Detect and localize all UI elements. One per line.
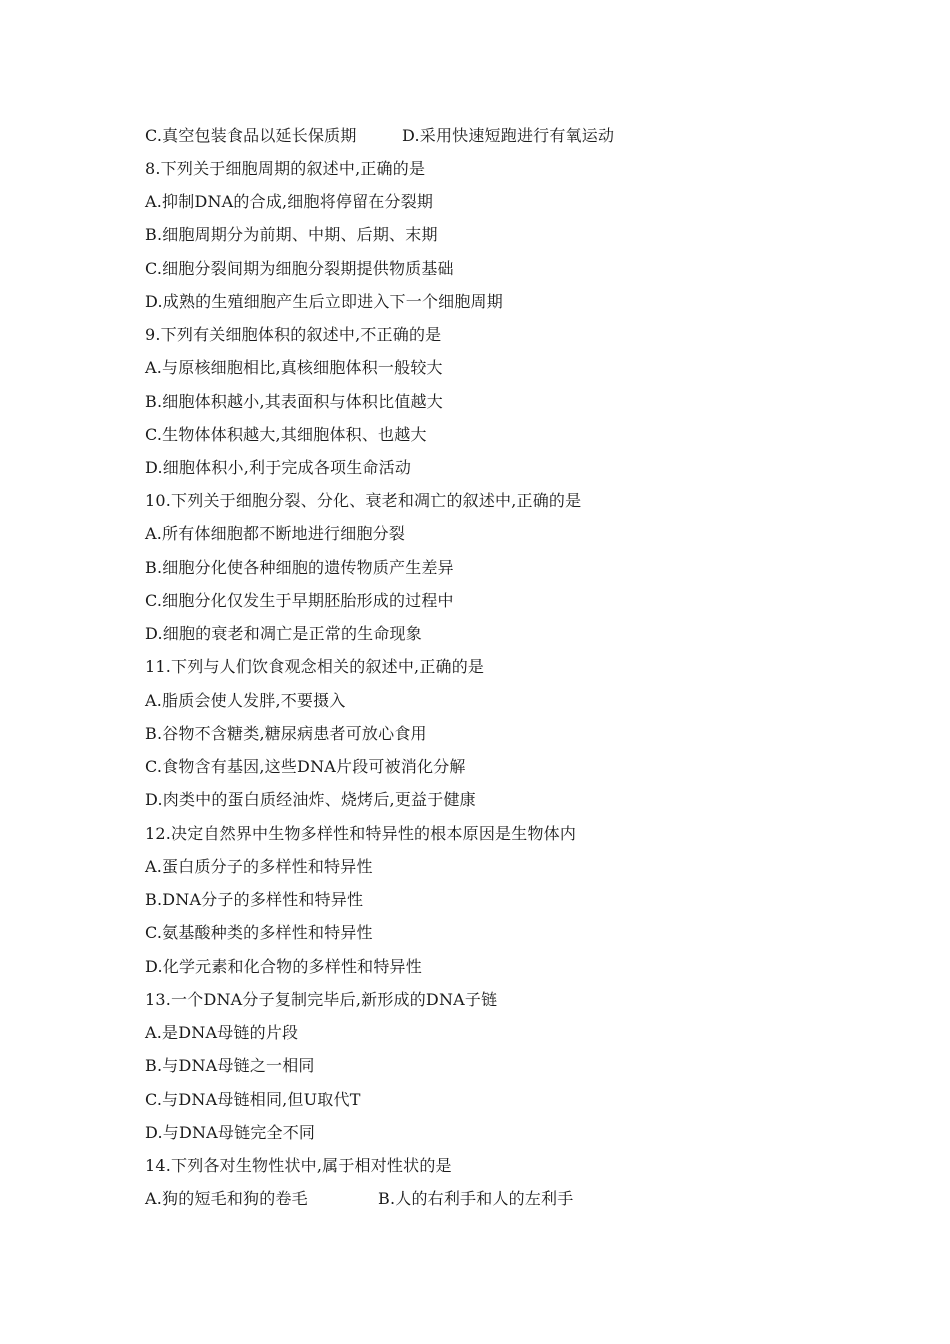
q9-option-c: C.生物体体积越大,其细胞体积、也越大 xyxy=(145,425,427,444)
question-13: 13.一个DNA分子复制完毕后,新形成的DNA子链 xyxy=(145,990,498,1009)
q9-option-a: A.与原核细胞相比,真核细胞体积一般较大 xyxy=(145,358,443,377)
q11-option-c: C.食物含有基因,这些DNA片段可被消化分解 xyxy=(145,757,466,776)
q9-option-d: D.细胞体积小,利于完成各项生命活动 xyxy=(145,458,412,477)
q8-option-a: A.抑制DNA的合成,细胞将停留在分裂期 xyxy=(145,192,434,211)
question-8: 8.下列关于细胞周期的叙述中,正确的是 xyxy=(145,159,426,178)
q10-option-b: B.细胞分化使各种细胞的遗传物质产生差异 xyxy=(145,558,454,577)
q11-option-b: B.谷物不含糖类,糖尿病患者可放心食用 xyxy=(145,724,427,743)
q13-option-c: C.与DNA母链相同,但U取代T xyxy=(145,1090,361,1109)
q14-option-b: B.人的右利手和人的左利手 xyxy=(378,1189,574,1208)
q8-option-d: D.成熟的生殖细胞产生后立即进入下一个细胞周期 xyxy=(145,292,503,311)
q13-option-b: B.与DNA母链之一相同 xyxy=(145,1056,315,1075)
question-11: 11.下列与人们饮食观念相关的叙述中,正确的是 xyxy=(145,657,485,676)
q14-option-a: A.狗的短毛和狗的卷毛 xyxy=(145,1189,308,1208)
q11-option-d: D.肉类中的蛋白质经油炸、烧烤后,更益于健康 xyxy=(145,790,476,809)
option-d: D.采用快速短跑进行有氧运动 xyxy=(402,126,615,145)
q12-option-a: A.蛋白质分子的多样性和特异性 xyxy=(145,857,373,876)
q10-option-c: C.细胞分化仅发生于早期胚胎形成的过程中 xyxy=(145,591,454,610)
q11-option-a: A.脂质会使人发胖,不要摄入 xyxy=(145,691,346,710)
q12-option-c: C.氨基酸种类的多样性和特异性 xyxy=(145,923,373,942)
q8-option-c: C.细胞分裂间期为细胞分裂期提供物质基础 xyxy=(145,259,454,278)
q9-option-b: B.细胞体积越小,其表面积与体积比值越大 xyxy=(145,392,443,411)
option-row-c-d xyxy=(145,124,615,148)
q12-option-b: B.DNA分子的多样性和特异性 xyxy=(145,890,364,909)
q14-option-row-a-b xyxy=(145,1187,574,1211)
question-14: 14.下列各对生物性状中,属于相对性状的是 xyxy=(145,1156,452,1175)
q13-option-a: A.是DNA母链的片段 xyxy=(145,1023,299,1042)
question-12: 12.决定自然界中生物多样性和特异性的根本原因是生物体内 xyxy=(145,824,577,843)
q12-option-d: D.化学元素和化合物的多样性和特异性 xyxy=(145,957,422,976)
q13-option-d: D.与DNA母链完全不同 xyxy=(145,1123,316,1142)
option-c: C.真空包装食品以延长保质期 xyxy=(145,126,357,145)
q8-option-b: B.细胞周期分为前期、中期、后期、末期 xyxy=(145,225,438,244)
question-9: 9.下列有关细胞体积的叙述中,不正确的是 xyxy=(145,325,442,344)
question-10: 10.下列关于细胞分裂、分化、衰老和凋亡的叙述中,正确的是 xyxy=(145,491,582,510)
q10-option-a: A.所有体细胞都不断地进行细胞分裂 xyxy=(145,524,406,543)
q10-option-d: D.细胞的衰老和凋亡是正常的生命现象 xyxy=(145,624,422,643)
